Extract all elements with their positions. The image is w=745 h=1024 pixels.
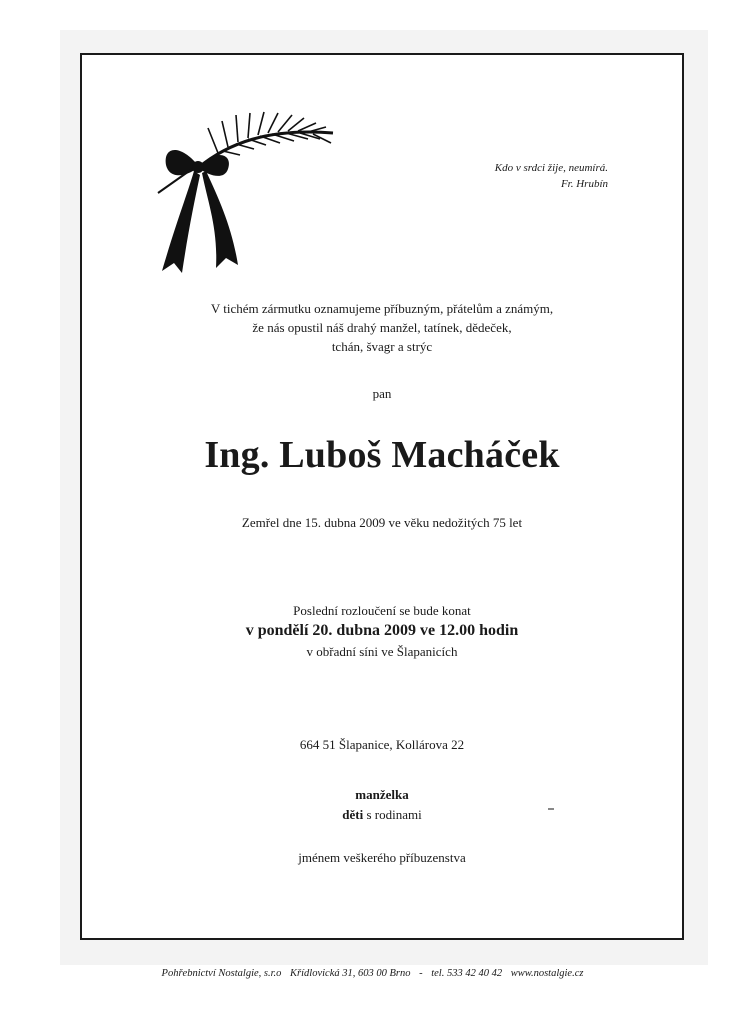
announcement-line: tchán, švagr a strýc bbox=[331, 339, 433, 354]
salutation: pan bbox=[372, 386, 392, 401]
mourner-children-suffix: s rodinami bbox=[363, 807, 422, 822]
footer-street: Křídlovická 31, 603 00 Brno bbox=[290, 968, 411, 979]
footer-phone: tel. 533 42 40 42 bbox=[431, 968, 503, 979]
announcement-line: V tichém zármutku oznamujeme příbuzným, přátelům a známým, bbox=[210, 301, 554, 316]
palm-branch-with-ribbon-icon bbox=[148, 103, 338, 278]
footer-web: www.nostalgie.cz bbox=[510, 968, 584, 979]
deceased-name: Ing. Luboš Macháček bbox=[204, 434, 560, 476]
announcement bbox=[80, 299, 684, 356]
mourner-wife: manželka bbox=[355, 787, 409, 802]
farewell-datetime: v pondělí 20. dubna 2009 ve 12.00 hodin bbox=[245, 622, 519, 639]
mourners-list bbox=[80, 785, 684, 825]
farewell-intro: Poslední rozloučení se bude konat bbox=[293, 603, 471, 618]
footer-company: Pohřebnictví Nostalgie, s.r.o bbox=[161, 968, 282, 979]
on-behalf-of: jménem veškerého příbuzenstva bbox=[298, 850, 466, 865]
announcement-line: že nás opustil náš drahý manžel, tatínek, dědeček, bbox=[252, 320, 512, 335]
funeral-details bbox=[80, 601, 684, 661]
mourner-children: děti bbox=[342, 807, 364, 822]
death-notice: Zemřel dne 15. dubna 2009 ve věku nedožitých 75 let bbox=[241, 515, 523, 530]
farewell-place: v obřadní síni ve Šlapanicích bbox=[306, 644, 458, 659]
quote-author: Fr. Hrubín bbox=[560, 178, 608, 190]
memorial-quote bbox=[495, 160, 608, 192]
quote-text: Kdo v srdci žije, neumírá. bbox=[494, 162, 608, 174]
footer-separator: - bbox=[419, 968, 423, 979]
family-address: 664 51 Šlapanice, Kollárova 22 bbox=[299, 737, 465, 752]
footer bbox=[0, 968, 745, 979]
scan-speck bbox=[548, 808, 554, 810]
